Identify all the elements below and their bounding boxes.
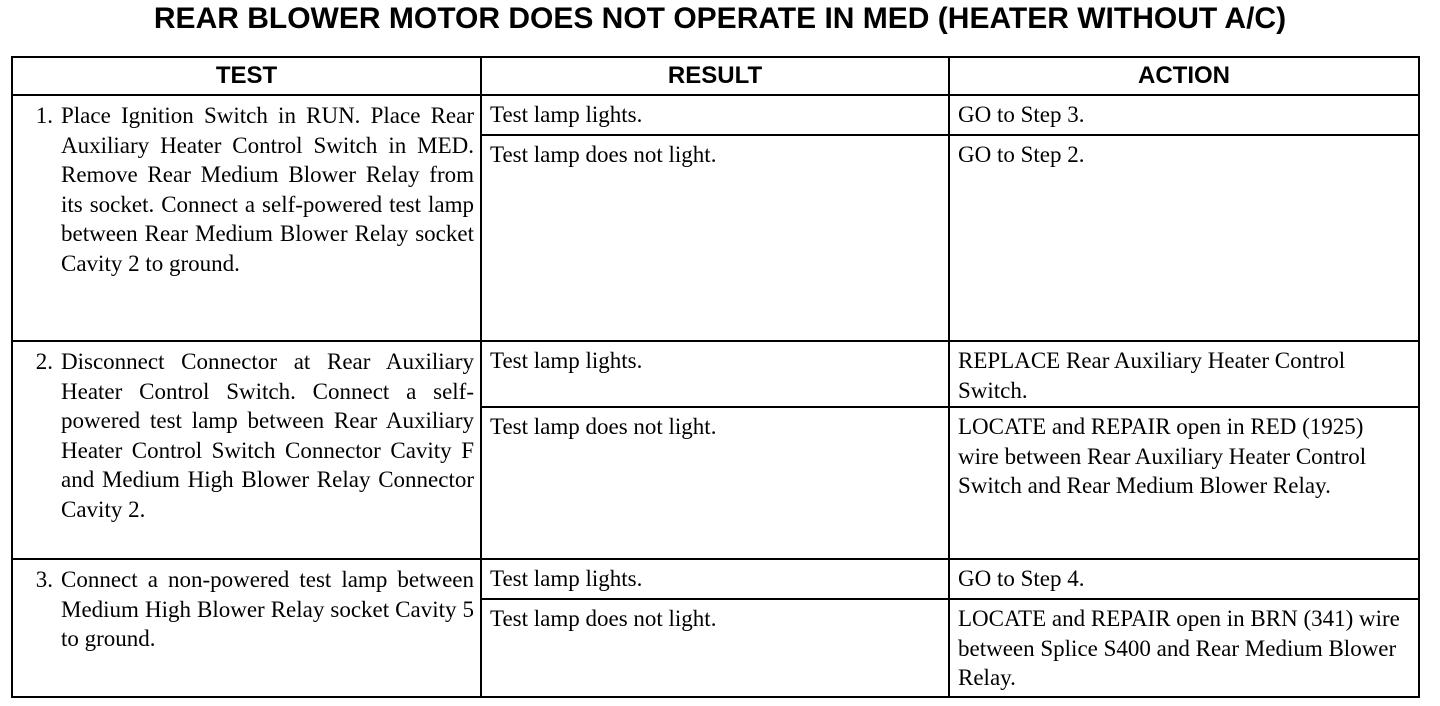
step-number: 3. [35, 567, 53, 592]
step-number: 2. [35, 349, 53, 374]
test-cell [12, 559, 481, 697]
action-cell: GO to Step 4. [949, 559, 1419, 599]
page-title: REAR BLOWER MOTOR DOES NOT OPERATE IN MED (HEATER WITHOUT A/C) [153, 2, 1287, 35]
action-cell: LOCATE and REPAIR open in BRN (341) wire between Splice S400 and Rear Medium Blower Relay. [949, 599, 1419, 697]
header-row [12, 57, 1419, 95]
result-cell: Test lamp lights. [481, 559, 949, 599]
action-cell: GO to Step 2. [949, 135, 1419, 341]
action-cell: LOCATE and REPAIR open in RED (1925) wire between Rear Auxiliary Heater Control Switch and Rear Medium Blower Relay. [949, 407, 1419, 559]
test-cell [12, 95, 481, 341]
action-cell: REPLACE Rear Auxiliary Heater Control Switch. [949, 341, 1419, 407]
action-cell: GO to Step 3. [949, 95, 1419, 135]
test-cell [12, 341, 481, 559]
result-cell: Test lamp does not light. [481, 599, 949, 697]
result-cell: Test lamp lights. [481, 95, 949, 135]
step-number: 1. [35, 103, 53, 128]
diagnostic-table [11, 56, 1420, 698]
result-cell: Test lamp does not light. [481, 135, 949, 341]
test-text: Connect a non-powered test lamp between Medium High Blower Relay socket Cavity 5 to ground. [61, 567, 474, 651]
test-text: Place Ignition Switch in RUN. Place Rear Auxiliary Heater Control Switch in MED. Remove Rear Medium Blower Relay from its socket. Connect a self-powered test lamp between Rear Medium Blower Relay socket Cavity 2 to ground. [61, 103, 474, 276]
header-test: TEST [12, 57, 481, 95]
table-row [12, 559, 1419, 599]
result-cell: Test lamp lights. [481, 341, 949, 407]
table-row [12, 341, 1419, 407]
header-result: RESULT [481, 57, 949, 95]
result-cell: Test lamp does not light. [481, 407, 949, 559]
header-action: ACTION [949, 57, 1419, 95]
test-text: Disconnect Connector at Rear Auxiliary Heater Control Switch. Connect a self- powered test lamp between Rear Auxiliary Heater Control Switch Connector Cavity F and Medium High Blower Relay Connector Cavity 2. [61, 349, 474, 522]
table-row [12, 95, 1419, 135]
